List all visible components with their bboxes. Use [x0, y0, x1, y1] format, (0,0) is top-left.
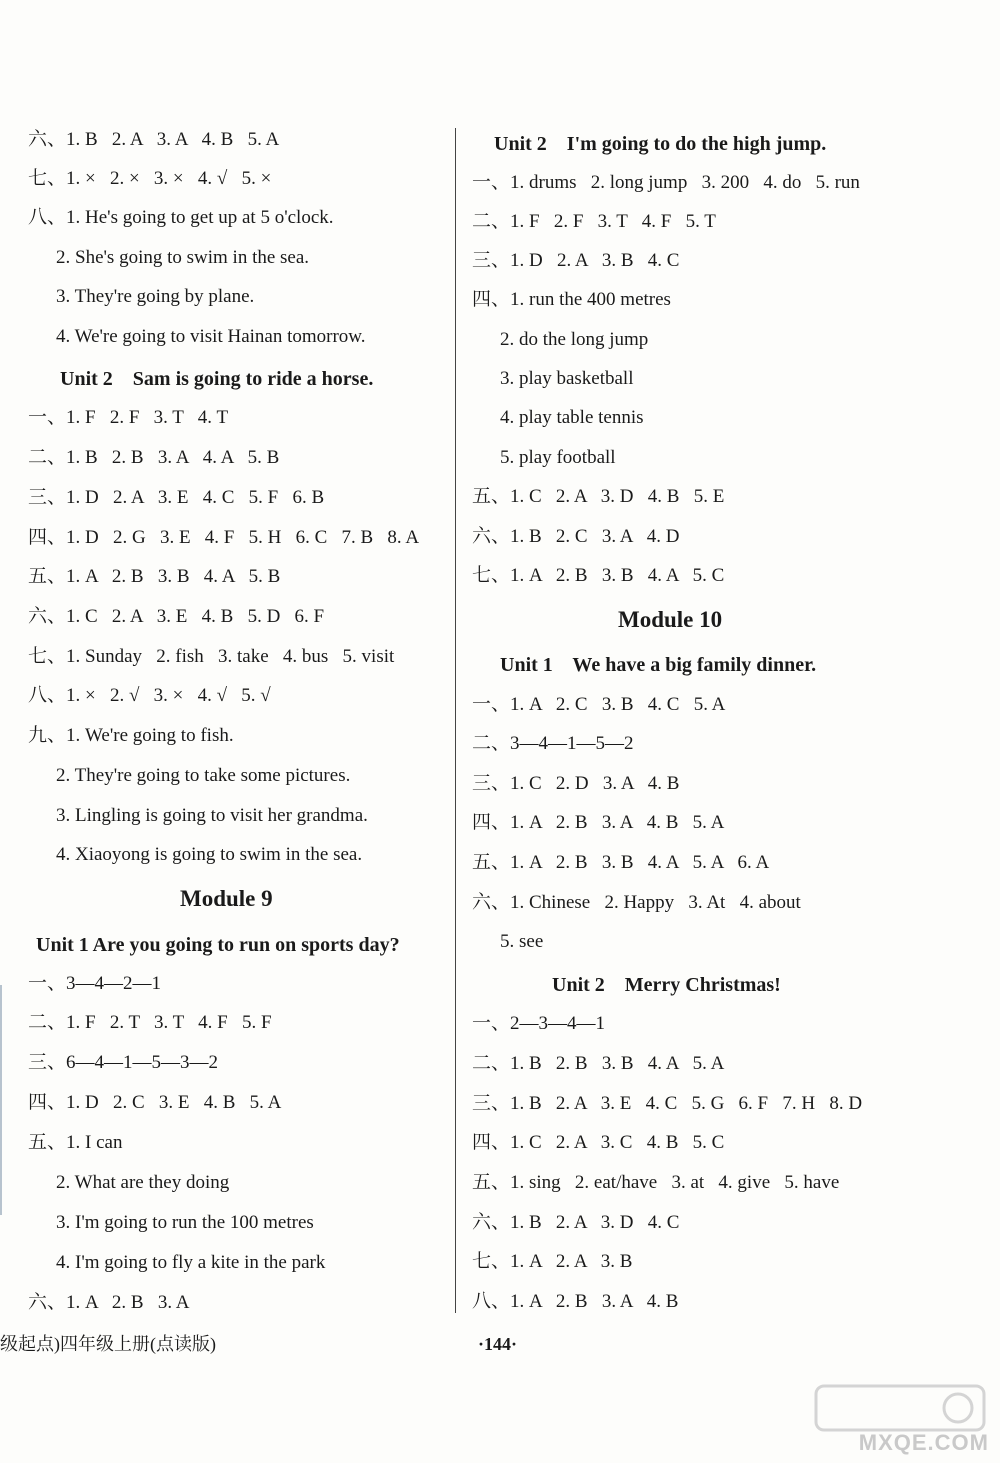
answer-line: 2. What are they doing — [56, 1172, 230, 1193]
answer-line: 八、1. He's going to get up at 5 o'clock. — [28, 207, 334, 228]
answer-line: 二、3—4—1—5—2 — [472, 733, 634, 754]
answer-line: 5. see — [500, 931, 544, 952]
answer-line: 4. We're going to visit Hainan tomorrow. — [56, 326, 366, 347]
unit-heading: Unit 2 Merry Christmas! — [552, 974, 781, 996]
answer-line: 八、1. A 2. B 3. A 4. B — [472, 1291, 679, 1312]
answer-line: 七、1. A 2. B 3. B 4. A 5. C — [472, 565, 725, 586]
unit-heading: Unit 2 I'm going to do the high jump. — [494, 133, 827, 155]
answer-line: 七、1. × 2. × 3. × 4. √ 5. × — [28, 168, 272, 189]
answer-line: 七、1. Sunday 2. fish 3. take 4. bus 5. visit — [28, 646, 395, 667]
answer-line: 二、1. F 2. T 3. T 4. F 5. F — [28, 1012, 272, 1033]
answer-line: 3. Lingling is going to visit her grandma. — [56, 805, 368, 826]
answer-line: 四、1. C 2. A 3. C 4. B 5. C — [472, 1132, 725, 1153]
unit-heading: Unit 2 Sam is going to ride a horse. — [60, 368, 374, 390]
answer-line: 二、1. B 2. B 3. B 4. A 5. A — [472, 1053, 725, 1074]
answer-line: 六、1. Chinese 2. Happy 3. At 4. about — [472, 892, 801, 913]
answer-line: 六、1. B 2. C 3. A 4. D — [472, 526, 680, 547]
answer-line: 二、1. B 2. B 3. A 4. A 5. B — [28, 447, 280, 468]
answer-line: 五、1. C 2. A 3. D 4. B 5. E — [472, 486, 725, 507]
answer-line: 五、1. A 2. B 3. B 4. A 5. B — [28, 566, 281, 587]
site-watermark — [808, 1380, 993, 1458]
answer-line: 3. They're going by plane. — [56, 286, 255, 307]
answer-line: 二、1. F 2. F 3. T 4. F 5. T — [472, 211, 716, 232]
answer-line: 4. play table tennis — [500, 407, 644, 428]
answer-line: 四、1. run the 400 metres — [472, 289, 671, 310]
answer-line: 九、1. We're going to fish. — [28, 725, 234, 746]
book-title-footer: 级起点)四年级上册(点读版) — [0, 1334, 216, 1354]
answer-line: 4. Xiaoyong is going to swim in the sea. — [56, 844, 363, 865]
answer-line: 六、1. B 2. A 3. D 4. C — [472, 1212, 680, 1233]
answer-line: 六、1. C 2. A 3. E 4. B 5. D 6. F — [28, 606, 325, 627]
answer-line: 三、6—4—1—5—3—2 — [28, 1052, 219, 1073]
module-title: Module 9 — [180, 886, 273, 911]
answer-line: 八、1. × 2. √ 3. × 4. √ 5. √ — [28, 685, 271, 706]
module-title: Module 10 — [618, 607, 723, 632]
answer-line: 5. play football — [500, 447, 616, 468]
answer-line: 一、1. drums 2. long jump 3. 200 4. do 5. run — [472, 172, 860, 193]
binding-edge-mark — [0, 985, 14, 1215]
answer-line: 3. I'm going to run the 100 metres — [56, 1212, 314, 1233]
answer-line: 4. I'm going to fly a kite in the park — [56, 1252, 326, 1273]
answer-line: 一、1. F 2. F 3. T 4. T — [28, 407, 229, 428]
answer-line: 五、1. sing 2. eat/have 3. at 4. give 5. have — [472, 1172, 840, 1193]
answer-line: 一、1. A 2. C 3. B 4. C 5. A — [472, 694, 726, 715]
answer-line: 四、1. A 2. B 3. A 4. B 5. A — [472, 812, 725, 833]
page-number: ·144· — [478, 1334, 518, 1354]
unit-heading: Unit 1 We have a big family dinner. — [500, 654, 817, 676]
answer-line: 六、1. B 2. A 3. A 4. B 5. A — [28, 129, 280, 150]
answer-line: 六、1. A 2. B 3. A — [28, 1292, 190, 1313]
watermark-text: MXQE.COM — [858, 1430, 989, 1455]
answer-line: 五、1. I can — [28, 1132, 123, 1153]
answer-line: 2. They're going to take some pictures. — [56, 765, 351, 786]
answer-line: 三、1. B 2. A 3. E 4. C 5. G 6. F 7. H 8. D — [472, 1093, 863, 1114]
answer-line: 一、2—3—4—1 — [472, 1013, 606, 1034]
answer-line: 2. She's going to swim in the sea. — [56, 247, 310, 268]
answer-line: 三、1. D 2. A 3. E 4. C 5. F 6. B — [28, 487, 325, 508]
answer-line: 三、1. C 2. D 3. A 4. B — [472, 773, 680, 794]
answer-line: 四、1. D 2. C 3. E 4. B 5. A — [28, 1092, 282, 1113]
unit-heading: Unit 1 Are you going to run on sports day? — [36, 934, 400, 956]
answer-line: 四、1. D 2. G 3. E 4. F 5. H 6. C 7. B 8. A — [28, 527, 420, 548]
answer-line: 一、3—4—2—1 — [28, 973, 162, 994]
answer-line: 三、1. D 2. A 3. B 4. C — [472, 250, 680, 271]
column-divider — [455, 128, 456, 1313]
answer-line: 3. play basketball — [500, 368, 634, 389]
answer-line: 2. do the long jump — [500, 329, 649, 350]
answer-line: 七、1. A 2. A 3. B — [472, 1251, 633, 1272]
answer-line: 五、1. A 2. B 3. B 4. A 5. A 6. A — [472, 852, 770, 873]
